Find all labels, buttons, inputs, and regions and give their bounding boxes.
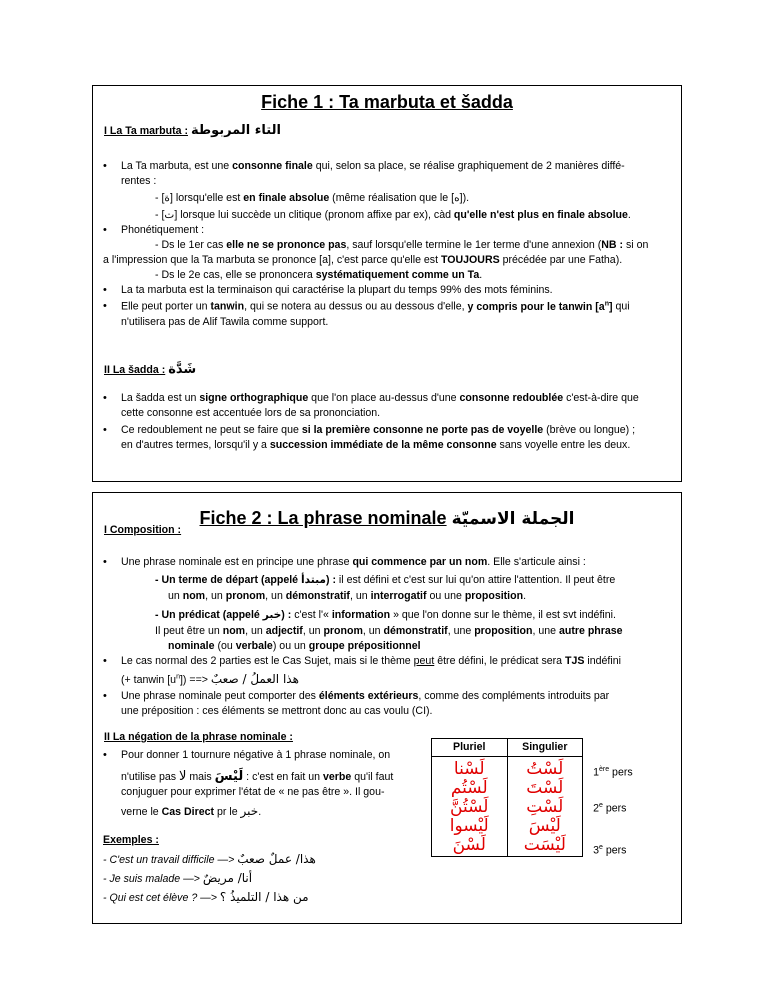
detail-line: - Ds le 2e cas, elle se prononcera systématiquement comme un Ta.	[155, 269, 483, 281]
paragraph: Une phrase nominale peut comporter des éléments extérieurs, comme des compléments introduits par	[121, 690, 610, 702]
section-label: I La Ta marbuta :	[104, 125, 188, 137]
paragraph-cont: une préposition : ces éléments se mettront donc au cas voulu (CI).	[121, 705, 433, 717]
paragraph: Pour donner 1 tournure négative à 1 phrase nominale, on	[121, 749, 391, 761]
conjugation-form: لَيْسَت	[523, 835, 566, 855]
section-arabic: التاء المربوطة	[190, 123, 281, 138]
paragraph: La Ta marbuta, est une consonne finale qui, selon sa place, se réalise graphiquement de 2 manières diffé-	[121, 160, 625, 172]
conjugation-form: لَسْتُم	[450, 778, 488, 798]
person-label: 1ère pers	[593, 765, 633, 779]
bullet	[103, 689, 111, 705]
paragraph-cont: verne le Cas Direct pr le خبر.	[121, 804, 262, 818]
fiche-2-title	[93, 505, 681, 532]
example-line: - C'est un travail difficile —> هذا/ عملٌ صعبٌ	[103, 852, 316, 866]
conjugation-form: لَسْتَ	[526, 778, 564, 798]
person-label: 2e pers	[593, 801, 627, 815]
detail-line: - Un prédicat (appelé خبر) : c'est l'« information » que l'on donne sur le thème, il est svt indéfini.	[155, 609, 616, 621]
persons-column	[583, 757, 671, 857]
paragraph: Phonétiquement :	[121, 224, 205, 236]
bullet	[103, 555, 111, 571]
bullet	[103, 299, 111, 315]
fiche-2-title-arabic: الجملة الاسميّة	[451, 509, 575, 529]
paragraph-cont: (+ tanwin $[u^n]$) ==> هذا العملُ / صعبٌ	[121, 672, 299, 686]
bullet	[103, 159, 111, 175]
bullet	[103, 654, 111, 670]
example-line: - Qui est cet élève ? —> من هذا / التلميذُ ؟	[103, 890, 309, 904]
bullet	[103, 748, 111, 764]
fiche-2-title-text: Fiche 2 : La phrase nominale	[199, 508, 447, 528]
detail-line: - Ds le 1er cas elle ne se prononce pas, sauf lorsqu'elle termine le 1er terme d'une annexion (NB : si on	[155, 239, 649, 251]
detail-line: - [ة] lorsqu'elle est en finale absolue (même réalisation que le [ه]).	[155, 192, 470, 204]
fiche-1-box	[92, 85, 682, 482]
paragraph-cont: cette consonne est accentuée lors de sa prononciation.	[121, 407, 381, 419]
conjugation-form: لَيْسَ	[528, 816, 561, 836]
paragraph-cont: rentes :	[121, 175, 157, 187]
detail-line: a l'impression que la Ta marbuta se prononce [a], c'est parce qu'elle est TOUJOURS précédée par une Fatha).	[103, 254, 623, 266]
bullet	[103, 223, 111, 239]
paragraph-cont: conjuguer pour exprimer l'état de « ne pas être ». Il gou-	[121, 786, 385, 798]
paragraph: Elle peut porter un tanwin, qui se notera au dessus ou au dessous d'elle, y compris pour le tanwin $[a^n]$ qui	[121, 300, 630, 313]
detail-line: un nom, un pronom, un démonstratif, un interrogatif ou une proposition.	[168, 590, 527, 602]
conjugation-form: لَسْنَ	[452, 835, 486, 855]
example-line: - Je suis malade —> أنا/ مريضٌ	[103, 871, 253, 885]
detail-line: Il peut être un nom, un adjectif, un pronom, un démonstratif, une proposition, une autre phrase	[155, 625, 623, 637]
paragraph: La ta marbuta est la terminaison qui caractérise la plupart du temps 99% des mots féminins.	[121, 284, 553, 296]
conjugation-form: لَسْتِ	[526, 797, 564, 817]
conjugation-form: لَسْنا	[453, 759, 485, 779]
bullet	[103, 391, 111, 407]
section-arabic: شَدَّة	[168, 362, 197, 377]
bullet	[103, 283, 111, 299]
paragraph-cont: en d'autres termes, lorsqu'il y a succession immédiate de la même consonne sans voyelle entre les deux.	[121, 439, 631, 451]
paragraph-cont: n'utilise pas لا mais لَيْسَ : c'est en fait un verbe qu'il faut	[121, 769, 394, 784]
conjugation-form: لَسْتُنَّ	[450, 797, 489, 817]
section-negation-heading: II La négation de la phrase nominale :	[104, 731, 293, 743]
bullet	[103, 423, 111, 439]
spacer	[583, 739, 671, 757]
singulier-column	[507, 757, 583, 857]
section-composition-heading: I Composition :	[104, 524, 182, 536]
section-ta-marbuta-heading	[104, 122, 281, 141]
fiche-1-title: Fiche 1 : Ta marbuta et šadda	[261, 92, 513, 112]
laysa-conjugation-table	[431, 738, 671, 857]
paragraph-cont: n'utilisera pas de Alif Tawila comme support.	[121, 316, 329, 328]
paragraph: La šadda est un signe orthographique que l'on place au-dessus d'une consonne redoublée c'est-à-dire que	[121, 392, 639, 404]
conjugation-form: لَيْسوا	[449, 816, 489, 836]
section-shadda-heading	[104, 361, 196, 380]
pluriel-column	[432, 757, 508, 857]
person-label: 3e pers	[593, 843, 627, 857]
examples-heading: Exemples :	[103, 834, 159, 846]
paragraph: Ce redoublement ne peut se faire que si la première consonne ne porte pas de voyelle (brève ou longue) ;	[121, 424, 636, 436]
section-label: II La šadda :	[104, 364, 166, 376]
conjugation-form: لَسْتُ	[526, 759, 564, 779]
column-header-singulier: Singulier	[507, 739, 583, 757]
detail-line: nominale (ou verbale) ou un groupe prépositionnel	[168, 640, 421, 652]
column-header-pluriel: Pluriel	[432, 739, 508, 757]
paragraph: Une phrase nominale est en principe une phrase qui commence par un nom. Elle s'articule ainsi :	[121, 556, 586, 568]
paragraph: Le cas normal des 2 parties est le Cas Sujet, mais si le thème peut être défini, le prédicat sera TJS indéfini	[121, 655, 621, 667]
detail-line: - [ت] lorsque lui succède un clitique (pronom affixe par ex), càd qu'elle n'est plus en finale absolue.	[155, 209, 631, 221]
fiche-2-box	[92, 492, 682, 924]
detail-line: - Un terme de départ (appelé مبتدأ) : il est défini et c'est sur lui qu'on attire l'attention. Il peut être	[155, 574, 616, 586]
